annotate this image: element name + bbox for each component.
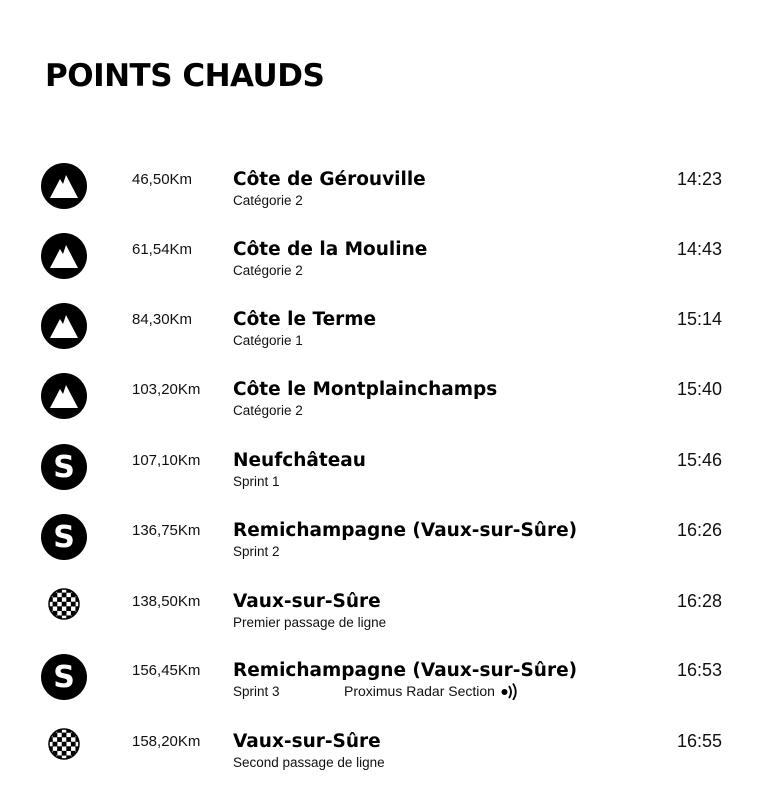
list-item (0, 444, 768, 504)
hotspot-subtitle: Sprint 3 (233, 684, 280, 699)
page-title: POINTS CHAUDS (45, 58, 325, 94)
radar-signal-icon (501, 682, 521, 700)
list-item (0, 514, 768, 574)
hotspot-name: Neufchâteau (233, 450, 366, 471)
distance-label: 84,30Km (132, 311, 193, 328)
hotspot-name: Vaux-sur-Sûre (233, 591, 381, 612)
distance-label: 156,45Km (132, 662, 201, 679)
hotspot-subtitle: Sprint 2 (233, 544, 280, 559)
list-item (0, 585, 768, 645)
radar-section-note (344, 682, 521, 700)
hotspot-subtitle: Premier passage de ligne (233, 615, 387, 630)
hotspot-subtitle: Catégorie 2 (233, 263, 303, 278)
hotspot-subtitle: Second passage de ligne (233, 755, 385, 770)
hotspot-name: Côte le Terme (233, 309, 377, 330)
hotspot-name: Remichampagne (Vaux-sur-Sûre) (233, 660, 578, 681)
checkered-flag-icon (48, 588, 80, 620)
list-item (0, 373, 768, 433)
sprint-icon (41, 444, 87, 490)
sprint-icon (41, 514, 87, 560)
distance-label: 158,20Km (132, 733, 201, 750)
hotspot-subtitle: Sprint 1 (233, 474, 280, 489)
checkered-flag-icon (48, 728, 80, 760)
list-item (0, 233, 768, 293)
hotspot-time: 16:28 (677, 591, 723, 611)
distance-label: 46,50Km (132, 171, 193, 188)
mountain-icon (41, 233, 87, 279)
list-item (0, 725, 768, 785)
hotspot-time: 16:53 (677, 660, 723, 680)
distance-label: 103,20Km (132, 381, 201, 398)
distance-label: 61,54Km (132, 241, 193, 258)
svg-text:S: S (53, 520, 75, 555)
hotspot-subtitle: Catégorie 2 (233, 193, 303, 208)
sprint-icon (41, 654, 87, 700)
hotspot-name: Côte le Montplainchamps (233, 379, 498, 400)
hotspot-time: 16:26 (677, 520, 723, 540)
hotspot-name: Vaux-sur-Sûre (233, 731, 381, 752)
hotspot-time: 15:14 (677, 309, 723, 329)
distance-label: 136,75Km (132, 522, 201, 539)
mountain-icon (41, 373, 87, 419)
svg-text:S: S (53, 450, 75, 485)
hotspot-name: Côte de la Mouline (233, 239, 428, 260)
hotspot-name: Côte de Gérouville (233, 169, 426, 190)
list-item (0, 163, 768, 223)
hotspot-time: 15:40 (677, 379, 723, 399)
hotspot-time: 15:46 (677, 450, 723, 470)
radar-section-label: Proximus Radar Section (344, 683, 495, 699)
svg-text:S: S (53, 660, 75, 695)
hotspot-subtitle: Catégorie 2 (233, 403, 303, 418)
hotspot-time: 14:43 (677, 239, 723, 259)
list-item (0, 303, 768, 363)
mountain-icon (41, 163, 87, 209)
hotspot-subtitle: Catégorie 1 (233, 333, 303, 348)
list-item (0, 654, 768, 714)
hotspot-time: 16:55 (677, 731, 723, 751)
mountain-icon (41, 303, 87, 349)
distance-label: 107,10Km (132, 452, 201, 469)
distance-label: 138,50Km (132, 593, 201, 610)
hotspot-time: 14:23 (677, 169, 723, 189)
hotspot-name: Remichampagne (Vaux-sur-Sûre) (233, 520, 578, 541)
